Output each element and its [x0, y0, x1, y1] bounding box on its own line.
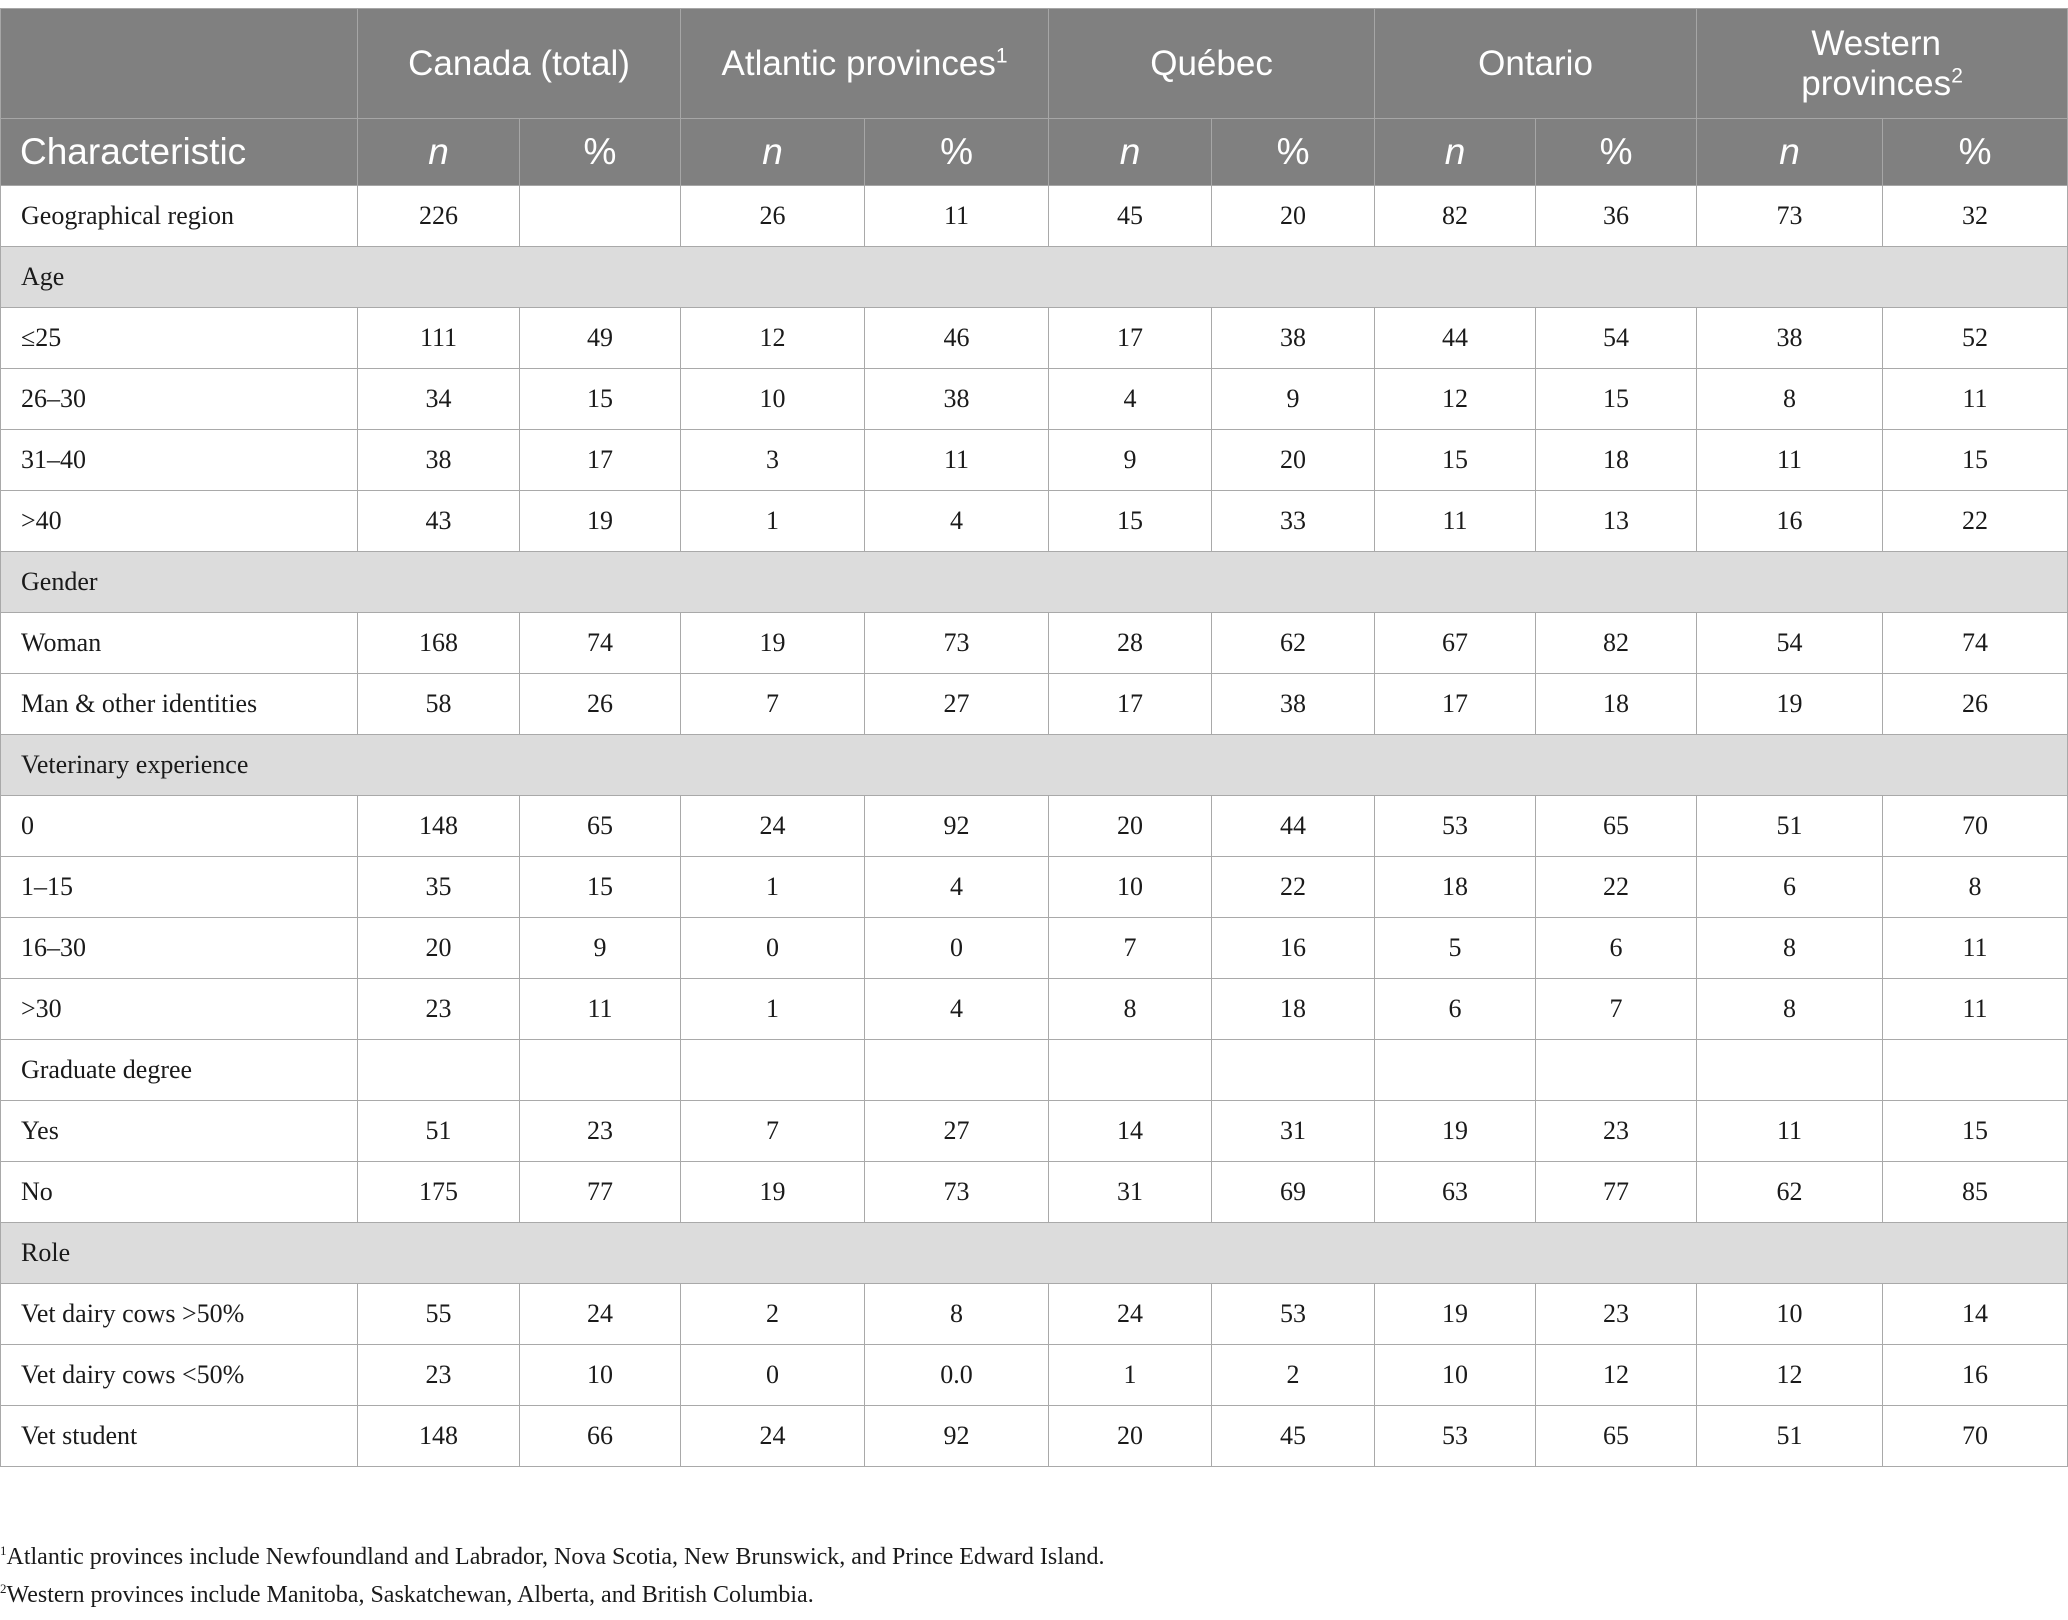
pct-cell: 45	[1212, 1406, 1375, 1467]
table-row	[1, 918, 2068, 979]
n-cell: 82	[1375, 186, 1536, 247]
pct-cell: 65	[1536, 796, 1697, 857]
pct-cell: 92	[865, 796, 1049, 857]
n-cell: 67	[1375, 613, 1536, 674]
region-header-canada: Canada (total)	[358, 9, 681, 119]
pct-cell: 73	[865, 1162, 1049, 1223]
pct-cell: 23	[1536, 1284, 1697, 1345]
pct-cell: 22	[1212, 857, 1375, 918]
n-cell: 4	[1049, 369, 1212, 430]
n-cell: 3	[681, 430, 865, 491]
pct-cell: 32	[1883, 186, 2068, 247]
n-cell: 226	[358, 186, 520, 247]
n-cell: 148	[358, 1406, 520, 1467]
characteristic-header: Characteristic	[1, 119, 358, 186]
n-cell: 10	[1049, 857, 1212, 918]
n-header: n	[1697, 119, 1883, 186]
section-row	[1, 247, 2068, 308]
n-cell: 6	[1375, 979, 1536, 1040]
region-header-ontario: Ontario	[1375, 9, 1697, 119]
n-cell: 51	[1697, 1406, 1883, 1467]
pct-cell: 11	[1883, 918, 2068, 979]
n-header: n	[358, 119, 520, 186]
n-cell: 44	[1375, 308, 1536, 369]
pct-cell: 9	[1212, 369, 1375, 430]
n-cell: 0	[681, 1345, 865, 1406]
table-row	[1, 1162, 2068, 1223]
n-cell: 9	[1049, 430, 1212, 491]
pct-cell: 7	[1536, 979, 1697, 1040]
demographics-table	[0, 8, 2068, 1467]
pct-cell: 23	[1536, 1101, 1697, 1162]
pct-cell	[1536, 1040, 1697, 1101]
n-cell: 175	[358, 1162, 520, 1223]
pct-cell: 18	[1212, 979, 1375, 1040]
n-header: n	[1049, 119, 1212, 186]
n-cell: 10	[1697, 1284, 1883, 1345]
n-cell: 16	[1697, 491, 1883, 552]
n-cell: 53	[1375, 1406, 1536, 1467]
n-cell: 53	[1375, 796, 1536, 857]
footnotes	[0, 1538, 2068, 1614]
row-label: >30	[1, 979, 358, 1040]
n-cell: 12	[1375, 369, 1536, 430]
n-cell: 11	[1697, 430, 1883, 491]
pct-cell: 26	[1883, 674, 2068, 735]
section-row	[1, 552, 2068, 613]
table-row	[1, 430, 2068, 491]
pct-cell: 11	[865, 430, 1049, 491]
table-row	[1, 186, 2068, 247]
table-row	[1, 1040, 2068, 1101]
pct-cell: 18	[1536, 674, 1697, 735]
table-row	[1, 308, 2068, 369]
table-row	[1, 613, 2068, 674]
pct-cell: 82	[1536, 613, 1697, 674]
n-cell	[358, 1040, 520, 1101]
section-label: Role	[1, 1223, 2068, 1284]
n-cell: 24	[681, 1406, 865, 1467]
row-label: Geographical region	[1, 186, 358, 247]
pct-cell: 6	[1536, 918, 1697, 979]
section-label: Veterinary experience	[1, 735, 2068, 796]
n-cell: 38	[1697, 308, 1883, 369]
n-cell: 7	[681, 1101, 865, 1162]
n-cell: 14	[1049, 1101, 1212, 1162]
pct-cell: 65	[1536, 1406, 1697, 1467]
row-label: Vet student	[1, 1406, 358, 1467]
pct-cell: 13	[1536, 491, 1697, 552]
pct-cell: 15	[1883, 430, 2068, 491]
pct-cell: 49	[520, 308, 681, 369]
pct-cell: 27	[865, 1101, 1049, 1162]
table-row	[1, 796, 2068, 857]
region-header-row	[1, 9, 2068, 119]
pct-cell: 27	[865, 674, 1049, 735]
n-header: n	[1375, 119, 1536, 186]
pct-cell: 38	[1212, 674, 1375, 735]
pct-cell: 11	[520, 979, 681, 1040]
n-cell: 20	[1049, 796, 1212, 857]
table-row	[1, 1406, 2068, 1467]
n-cell: 63	[1375, 1162, 1536, 1223]
pct-cell: 8	[1883, 857, 2068, 918]
pct-cell: 18	[1536, 430, 1697, 491]
n-cell: 0	[681, 918, 865, 979]
pct-cell: 20	[1212, 186, 1375, 247]
row-label: Graduate degree	[1, 1040, 358, 1101]
n-cell: 19	[1697, 674, 1883, 735]
n-cell	[1375, 1040, 1536, 1101]
n-cell: 19	[681, 1162, 865, 1223]
pct-cell: 73	[865, 613, 1049, 674]
n-cell: 1	[681, 491, 865, 552]
pct-cell: 10	[520, 1345, 681, 1406]
section-row	[1, 735, 2068, 796]
n-cell: 35	[358, 857, 520, 918]
n-cell: 24	[1049, 1284, 1212, 1345]
region-header-atlantic: Atlantic provinces$^1$	[681, 9, 1049, 119]
n-cell: 24	[681, 796, 865, 857]
n-cell: 19	[1375, 1284, 1536, 1345]
n-cell: 6	[1697, 857, 1883, 918]
pct-cell: 19	[520, 491, 681, 552]
pct-cell: 15	[1536, 369, 1697, 430]
table-row	[1, 1345, 2068, 1406]
pct-header: %	[1883, 119, 2068, 186]
pct-header: %	[1536, 119, 1697, 186]
pct-cell: 65	[520, 796, 681, 857]
pct-header: %	[520, 119, 681, 186]
n-cell: 17	[1049, 308, 1212, 369]
n-cell: 15	[1049, 491, 1212, 552]
n-header: n	[681, 119, 865, 186]
n-cell: 11	[1697, 1101, 1883, 1162]
pct-cell	[865, 1040, 1049, 1101]
pct-cell: 85	[1883, 1162, 2068, 1223]
n-cell: 38	[358, 430, 520, 491]
row-label: 0	[1, 796, 358, 857]
n-cell: 1	[1049, 1345, 1212, 1406]
corner-cell	[1, 9, 358, 119]
pct-cell: 69	[1212, 1162, 1375, 1223]
row-label: 26–30	[1, 369, 358, 430]
n-cell: 18	[1375, 857, 1536, 918]
n-cell: 12	[681, 308, 865, 369]
row-label: Vet dairy cows <50%	[1, 1345, 358, 1406]
pct-cell: 9	[520, 918, 681, 979]
pct-cell	[1883, 1040, 2068, 1101]
n-cell: 23	[358, 979, 520, 1040]
n-cell: 11	[1375, 491, 1536, 552]
pct-cell: 77	[1536, 1162, 1697, 1223]
n-cell: 55	[358, 1284, 520, 1345]
n-cell: 62	[1697, 1162, 1883, 1223]
pct-cell: 70	[1883, 796, 2068, 857]
n-cell: 34	[358, 369, 520, 430]
n-cell: 26	[681, 186, 865, 247]
row-label: Vet dairy cows >50%	[1, 1284, 358, 1345]
pct-cell: 70	[1883, 1406, 2068, 1467]
n-cell: 19	[1375, 1101, 1536, 1162]
pct-cell: 66	[520, 1406, 681, 1467]
table-row	[1, 491, 2068, 552]
pct-cell: 77	[520, 1162, 681, 1223]
row-label: No	[1, 1162, 358, 1223]
section-row	[1, 1223, 2068, 1284]
n-cell: 28	[1049, 613, 1212, 674]
row-label: 31–40	[1, 430, 358, 491]
row-label: Woman	[1, 613, 358, 674]
pct-cell: 11	[1883, 979, 2068, 1040]
n-cell: 17	[1049, 674, 1212, 735]
n-cell: 20	[1049, 1406, 1212, 1467]
pct-cell: 4	[865, 857, 1049, 918]
footnote-2: $^2$Western provinces include Manitoba, Saskatchewan, Alberta, and British Columbia.	[0, 1581, 814, 1608]
pct-cell: 24	[520, 1284, 681, 1345]
row-label: >40	[1, 491, 358, 552]
section-label: Gender	[1, 552, 2068, 613]
pct-cell: 74	[1883, 613, 2068, 674]
n-cell: 12	[1697, 1345, 1883, 1406]
pct-cell: 31	[1212, 1101, 1375, 1162]
n-cell: 8	[1697, 369, 1883, 430]
pct-cell: 38	[1212, 308, 1375, 369]
table-row	[1, 674, 2068, 735]
n-cell: 43	[358, 491, 520, 552]
table-row	[1, 979, 2068, 1040]
table-container	[0, 8, 2068, 1467]
n-cell	[681, 1040, 865, 1101]
pct-header: %	[865, 119, 1049, 186]
pct-cell: 11	[865, 186, 1049, 247]
pct-cell: 36	[1536, 186, 1697, 247]
subheader-row	[1, 119, 2068, 186]
n-cell: 51	[1697, 796, 1883, 857]
pct-cell: 0	[865, 918, 1049, 979]
pct-cell: 62	[1212, 613, 1375, 674]
pct-cell	[1212, 1040, 1375, 1101]
table-row	[1, 1101, 2068, 1162]
n-cell: 111	[358, 308, 520, 369]
n-cell: 8	[1697, 979, 1883, 1040]
pct-cell: 74	[520, 613, 681, 674]
pct-cell: 15	[520, 369, 681, 430]
pct-cell: 92	[865, 1406, 1049, 1467]
n-cell: 1	[681, 857, 865, 918]
pct-cell: 38	[865, 369, 1049, 430]
pct-cell: 20	[1212, 430, 1375, 491]
pct-cell: 16	[1212, 918, 1375, 979]
pct-cell: 8	[865, 1284, 1049, 1345]
pct-cell: 22	[1883, 491, 2068, 552]
row-label: Yes	[1, 1101, 358, 1162]
n-cell: 45	[1049, 186, 1212, 247]
n-cell: 148	[358, 796, 520, 857]
table-row	[1, 369, 2068, 430]
n-cell: 8	[1049, 979, 1212, 1040]
n-cell: 54	[1697, 613, 1883, 674]
pct-cell: 0.0	[865, 1345, 1049, 1406]
pct-cell: 17	[520, 430, 681, 491]
pct-cell: 46	[865, 308, 1049, 369]
pct-cell: 4	[865, 491, 1049, 552]
row-label: 1–15	[1, 857, 358, 918]
table-body	[1, 186, 2068, 1467]
n-cell	[1049, 1040, 1212, 1101]
n-cell: 20	[358, 918, 520, 979]
pct-cell: 33	[1212, 491, 1375, 552]
pct-cell: 53	[1212, 1284, 1375, 1345]
pct-cell: 16	[1883, 1345, 2068, 1406]
pct-cell: 4	[865, 979, 1049, 1040]
n-cell: 58	[358, 674, 520, 735]
n-cell: 7	[1049, 918, 1212, 979]
n-cell: 23	[358, 1345, 520, 1406]
row-label: 16–30	[1, 918, 358, 979]
pct-cell: 52	[1883, 308, 2068, 369]
pct-cell	[520, 186, 681, 247]
pct-cell: 23	[520, 1101, 681, 1162]
pct-cell: 22	[1536, 857, 1697, 918]
n-cell: 73	[1697, 186, 1883, 247]
n-cell: 5	[1375, 918, 1536, 979]
table-row	[1, 1284, 2068, 1345]
n-cell: 10	[681, 369, 865, 430]
pct-header: %	[1212, 119, 1375, 186]
pct-cell: 15	[1883, 1101, 2068, 1162]
pct-cell: 15	[520, 857, 681, 918]
n-cell: 168	[358, 613, 520, 674]
n-cell: 15	[1375, 430, 1536, 491]
n-cell	[1697, 1040, 1883, 1101]
n-cell: 51	[358, 1101, 520, 1162]
region-header-quebec: Québec	[1049, 9, 1375, 119]
pct-cell: 2	[1212, 1345, 1375, 1406]
pct-cell: 54	[1536, 308, 1697, 369]
pct-cell: 12	[1536, 1345, 1697, 1406]
n-cell: 17	[1375, 674, 1536, 735]
footnote-1: $^1$Atlantic provinces include Newfoundland and Labrador, Nova Scotia, New Brunswick, and Prince Edward Island.	[0, 1543, 1105, 1570]
n-cell: 10	[1375, 1345, 1536, 1406]
pct-cell: 44	[1212, 796, 1375, 857]
pct-cell: 26	[520, 674, 681, 735]
n-cell: 31	[1049, 1162, 1212, 1223]
n-cell: 2	[681, 1284, 865, 1345]
region-header-western: Western provinces$^2$	[1697, 9, 2068, 119]
pct-cell	[520, 1040, 681, 1101]
n-cell: 1	[681, 979, 865, 1040]
row-label: ≤25	[1, 308, 358, 369]
n-cell: 8	[1697, 918, 1883, 979]
n-cell: 19	[681, 613, 865, 674]
pct-cell: 11	[1883, 369, 2068, 430]
n-cell: 7	[681, 674, 865, 735]
section-label: Age	[1, 247, 2068, 308]
table-row	[1, 857, 2068, 918]
row-label: Man & other identities	[1, 674, 358, 735]
pct-cell: 14	[1883, 1284, 2068, 1345]
